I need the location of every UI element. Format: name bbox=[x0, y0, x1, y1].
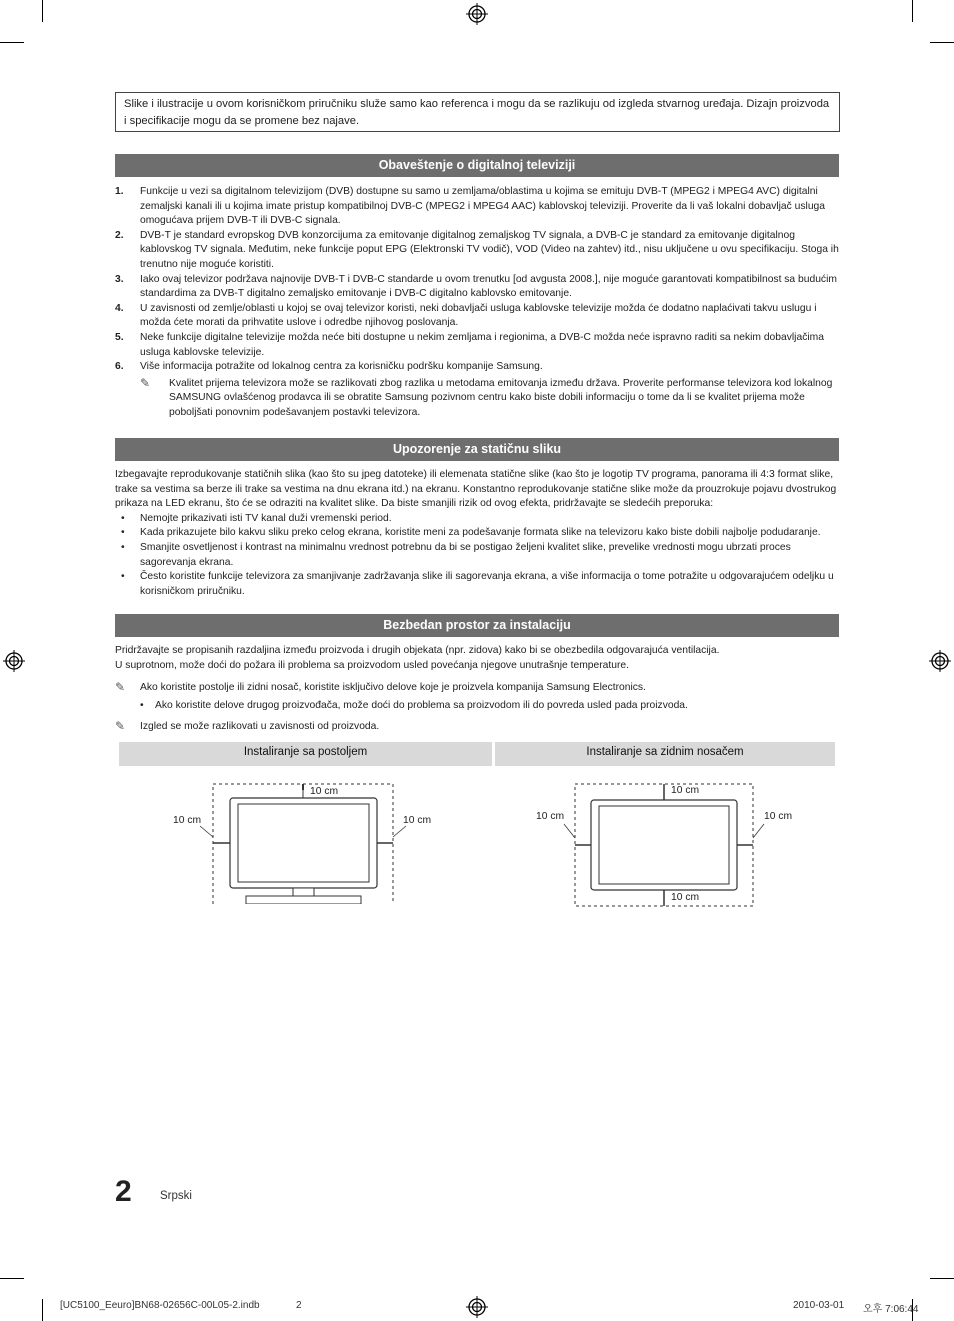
crop-mark bbox=[42, 1299, 43, 1321]
clearance-top-label: 10 cm bbox=[310, 786, 339, 797]
list-item: • Smanjite osvetljenost i kontrast na minimalnu vrednost potrebnu da bi se postigao željeni kvalitet slike, prevelike vrednosti mogu ubrzati proces sagorevanja ekrana. bbox=[121, 541, 791, 568]
list-item: • Nemojte prikazivati isti TV kanal duži vremenski period. bbox=[121, 512, 392, 524]
registration-mark-icon bbox=[929, 650, 951, 672]
footer-file: [UC5100_Eeuro]BN68-02656C-00L05-2.indb bbox=[60, 1300, 260, 1311]
wall-installation-diagram bbox=[560, 780, 770, 908]
stand-installation-diagram bbox=[180, 780, 410, 904]
still-image-text: Izbegavajte reprodukovanje statičnih slika (kao što su jpeg datoteke) ili elemenata statične slike (kao što je logotip TV programa, panorama ili 4:3 format slike, trake sa vestima sa berze ili trake sa vestima na dnu ekrana itd.) na ekranu. Konstantno reprodukovanje statične slike može da prouzrokuje pojavu dvostrukog prikaza na LED ekranu, što će se odraziti na kvalitet slike. Da biste smanjili rizik od ovog efekta, pridržavajte se sledećih preporuka: • Nemojte prikazivati isti TV kanal duži vremenski period. • Kada prikazujete bilo kakvu sliku preko celog ekrana, koristite meni za podešavanje formata slike na televizoru kako biste dobili najbolje podudaranje. • Smanjite osvetljenost i kontrast na minimalnu vrednost potrebnu da bi se postigao željeni kvalitet slike, prevelike vrednosti mogu ubrzati proces sagorevanja ekrana. • Često koristite funkcije televizora za smanjivanje zadržavanja slike ili sagorevanja ekrana, a više informacija o tome potražite u odgovarajućem odeljku u korisničkom priručniku. bbox=[115, 468, 841, 599]
note: ✎ Kvalitet prijema televizora može se razlikovati zbog razlika u metodama emitovanja između država. Proverite performanse televizora kod lokalnog SAMSUNG ovlašćenog prodavca ili se obratite Samsung pozivnom centru kako biste dobili informaciju o tome da li se kvalitet prijema može poboljšati ponovnim podešavanjem postavki televizora. bbox=[140, 375, 833, 418]
stand-install-header: Instaliranje sa postoljem bbox=[119, 742, 492, 766]
disclaimer-box: Slike i ilustracije u ovom korisničkom priručniku služe samo kao referenca i mogu da se razlikuju od izgleda stvarnog uređaja. Dizajn proizvoda i specifikacije mogu da se promene bez najave. bbox=[115, 92, 840, 132]
clearance-bottom-label: 10 cm bbox=[671, 892, 700, 903]
section-title-still-image: Upozorenje za statičnu sliku bbox=[115, 438, 839, 461]
registration-mark-icon bbox=[466, 3, 488, 25]
section-title-installation: Bezbedan prostor za instalaciju bbox=[115, 614, 839, 637]
crop-mark bbox=[42, 0, 43, 22]
list-item: 1. Funkcije u vezi sa digitalnom televizijom (DVB) dostupne su samo u zemljama/oblastima u kojima se emituju DVB-T (MPEG2 i MPEG4 AVC) digitalni zemaljski kanali ili u kojima imate pristup kompatibilnoj DVB-C (MPEG2 i MPEG4 AAC) kablovskoj televiziji. Proverite da li vaš lokalni dobavljač usluga omogućava prijem DVB-T ili DVB-C signala. bbox=[115, 186, 826, 227]
note: ✎ Ako koristite postolje ili zidni nosač, koristite isključivo delove koje je proizvela kompanija Samsung Electronics. • Ako koristite delove drugog proizvođača, može doći do problema sa proizvodom ili do povreda usled pada proizvoda. bbox=[115, 681, 841, 713]
clearance-right-label: 10 cm bbox=[764, 811, 793, 822]
clearance-top-label: 10 cm bbox=[671, 785, 700, 796]
list-item: 5. Neke funkcije digitalne televizije možda neće biti dostupne u nekim zemljama i regionima, a DVB-C možda neće ispravno raditi sa nekim dobavljačima usluga kablovske televizije. bbox=[115, 331, 824, 358]
page-language: Srpski bbox=[160, 1190, 192, 1202]
page-number: 2 bbox=[115, 1175, 132, 1208]
list-item: • Ako koristite delove drugog proizvođača, može doći do problema sa proizvodom ili do povreda usled pada proizvoda. bbox=[140, 699, 688, 711]
registration-mark-icon bbox=[466, 1296, 488, 1318]
crop-mark bbox=[930, 1278, 954, 1279]
crop-mark bbox=[930, 42, 954, 43]
clearance-left-label: 10 cm bbox=[536, 811, 565, 822]
wall-install-header: Instaliranje sa zidnim nosačem bbox=[495, 742, 835, 766]
footer-date: 2010-03-01 bbox=[793, 1300, 845, 1311]
installation-text: Pridržavajte se propisanih razdaljina između proizvoda i drugih objekata (npr. zidova) kako bi se obezbedila odgovarajuća ventilacija. U suprotnom, može doći do požara ili problema sa proizvodom usled povećanja njegove unutrašnje temperature. bbox=[115, 645, 720, 671]
note-pencil-icon: ✎ bbox=[115, 680, 126, 694]
digital-tv-list bbox=[115, 185, 841, 421]
footer-time: 오후 7:06:44 bbox=[863, 1304, 919, 1315]
list-item: 4. U zavisnosti od zemlje/oblasti u kojoj se ovaj televizor koristi, neki dobavljači usluga kablovske televizije možda će dodatno naplaćivati takvu uslugu i možda ćete morati da prihvatite uslove i odredbe njihovog poslovanja. bbox=[115, 302, 817, 329]
registration-mark-icon bbox=[3, 650, 25, 672]
clearance-right-label: 10 cm bbox=[403, 815, 432, 826]
list-item: 6. Više informacija potražite od lokalnog centra za korisničku podršku kompanije Samsung. bbox=[115, 361, 543, 373]
note-pencil-icon: ✎ bbox=[115, 719, 126, 733]
note: ✎ Izgled se može razlikovati u zavisnosti od proizvoda. bbox=[115, 719, 380, 733]
footer-page: 2 bbox=[296, 1300, 302, 1311]
crop-mark bbox=[0, 1278, 24, 1279]
note-pencil-icon: ✎ bbox=[140, 375, 151, 390]
list-item: 3. Iako ovaj televizor podržava najnovije DVB-T i DVB-C standarde u ovom trenutku [od avgusta 2008.], nije moguće garantovati kompatibilnost sa budućim standardima za DVB-T digitalno zemaljsko emitovanje i DVB-C digitalno kablovsko emitovanje. bbox=[115, 273, 837, 300]
crop-mark bbox=[0, 42, 24, 43]
section-title-digital-tv: Obaveštenje o digitalnoj televiziji bbox=[115, 154, 839, 177]
crop-mark bbox=[912, 0, 913, 22]
list-item: • Kada prikazujete bilo kakvu sliku preko celog ekrana, koristite meni za podešavanje formata slike na televizoru kako biste dobili najbolje podudaranje. bbox=[121, 527, 821, 539]
list-item: 2. DVB-T je standard evropskog DVB konzorcijuma za emitovanje digitalnog zemaljskog TV signala, a DVB-C je standard za emitovanje digitalnog kablovskog TV signala. Međutim, neke funkcije poput EPG (Elektronski TV vodič), VOD (Video na zahtev) itd., nisu uključene u ovu specifikaciju. Stoga ih trenutno nije moguće koristiti. bbox=[115, 229, 839, 270]
list-item: • Često koristite funkcije televizora za smanjivanje zadržavanja slike ili sagorevanja ekrana, a više informacija o tome potražite u odgovarajućem odeljku u korisničkom priručniku. bbox=[121, 571, 834, 597]
clearance-left-label: 10 cm bbox=[173, 815, 202, 826]
